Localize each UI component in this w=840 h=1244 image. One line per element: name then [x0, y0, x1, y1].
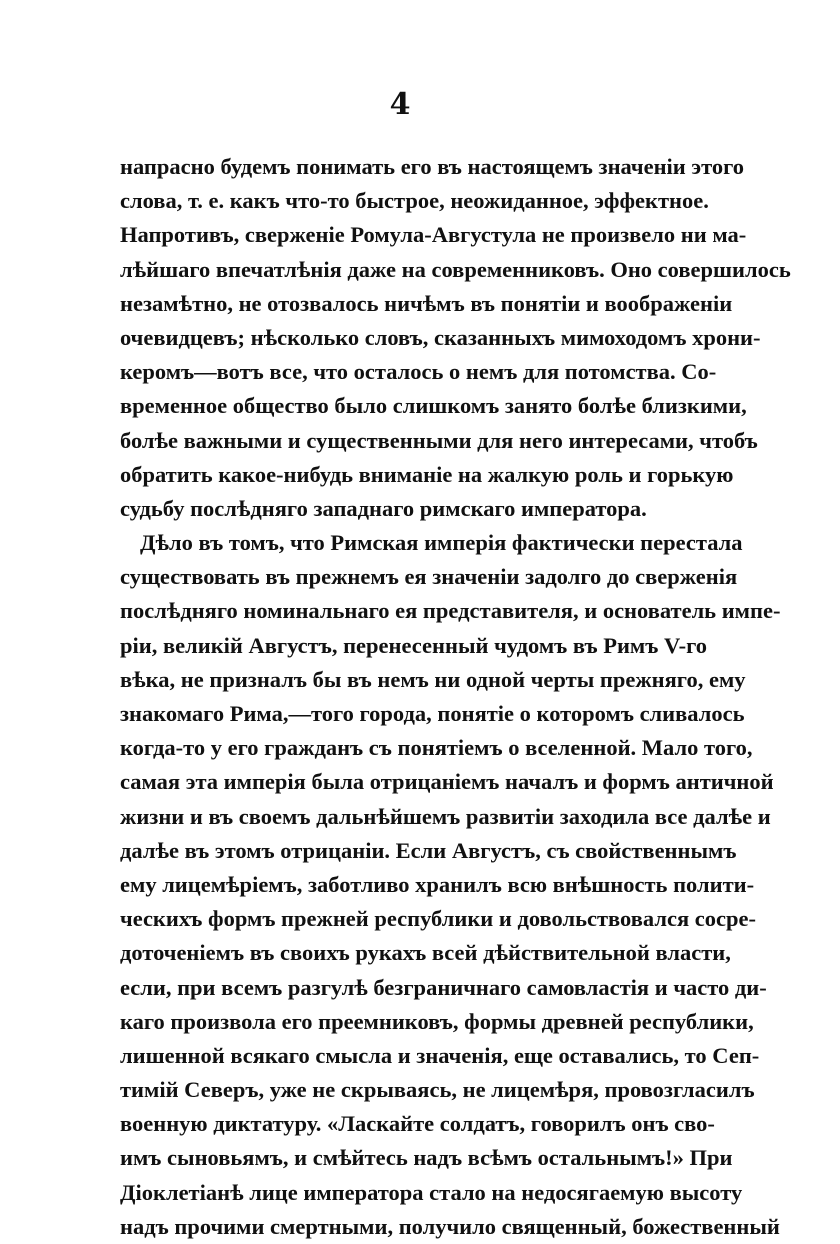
text-line: Напротивъ, сверженiе Ромула-Августула не произвело ни ма-: [120, 222, 747, 248]
text-line: знакомаго Рима,—того города, понятiе о которомъ сливалось: [120, 701, 745, 726]
text-line: надъ прочими смертными, получило священный, божественный: [120, 1213, 780, 1239]
text-line: обратить какое-нибудь вниманiе на жалкую роль и горькую: [120, 461, 734, 487]
text-line: керомъ—вотъ все, что осталось о немъ для потомства. Со-: [120, 359, 717, 385]
text-line: лишенной всякаго смысла и значенiя, еще оставались, то Сеп-: [120, 1042, 760, 1068]
text-line: тимiй Северъ, уже не скрываясь, не лицемѣря, провозгласилъ: [120, 1077, 755, 1103]
text-line: рiи, великiй Августъ, перенесенный чудомъ въ Римъ V-го: [120, 632, 707, 658]
text-line: далѣе въ этомъ отрицанiи. Если Августъ, съ свойственнымъ: [120, 837, 737, 863]
text-line: временное общество было слишкомъ занято болѣе близкими,: [120, 393, 747, 419]
body-text: [120, 150, 791, 1244]
text-line: слова, т. е. какъ что-то быстрое, неожиданное, эффектное.: [120, 188, 709, 214]
text-line: если, при всемъ разгулѣ безграничнаго самовластiя и часто ди-: [120, 974, 767, 1000]
text-line: самая эта имперiя была отрицанiемъ началъ и формъ античной: [120, 769, 774, 795]
text-line: каго произвола его преемниковъ, формы древней республики,: [120, 1008, 754, 1034]
text-line: доточенiемъ въ своихъ рукахъ всей дѣйствительной власти,: [120, 940, 731, 966]
text-line: напрасно будемъ понимать его въ настоящемъ значенiи этого: [120, 154, 745, 179]
text-line: имъ сыновьямъ, и смѣйтесь надъ всѣмъ остальнымъ!» При: [120, 1145, 733, 1171]
text-line: существовать въ прежнемъ ея значенiи задолго до сверженiя: [120, 564, 738, 590]
paragraph-2: [120, 526, 781, 1244]
text-line: Дiоклетiанѣ лице императора стало на недосягаемую высоту: [120, 1179, 743, 1205]
text-line: Дѣло въ томъ, что Римская имперiя фактически перестала: [140, 530, 743, 556]
text-line: ему лицемѣрiемъ, заботливо хранилъ всю внѣшность полити-: [120, 871, 755, 897]
page-number: 4: [389, 87, 411, 122]
text-line: лѣйшаго впечатлѣнiя даже на современниковъ. Оно совершилось: [120, 256, 791, 282]
text-line: незамѣтно, не отозвалось ничѣмъ въ понятiи и воображенiи: [120, 290, 733, 316]
text-line: вѣка, не призналъ бы въ немъ ни одной черты прежняго, ему: [120, 666, 746, 692]
text-line: когда-то у его гражданъ съ понятiемъ о вселенной. Мало того,: [120, 735, 753, 761]
paragraph-1: [120, 150, 791, 526]
text-line: жизни и въ своемъ дальнѣйшемъ развитiи заходила все далѣе и: [120, 803, 771, 829]
text-line: послѣдняго номинальнаго ея представителя, и основатель импе-: [120, 598, 781, 624]
text-line: болѣе важными и существенными для него интересами, чтобъ: [120, 427, 758, 453]
text-line: очевидцевъ; нѣсколько словъ, сказанныхъ мимоходомъ хрони-: [120, 324, 761, 350]
text-line: военную диктатуру. «Ласкайте солдатъ, говорилъ онъ сво-: [120, 1111, 715, 1137]
text-line: ческихъ формъ прежней республики и довольствовался сосре-: [120, 906, 756, 932]
text-line: судьбу послѣдняго западнаго римскаго императора.: [120, 495, 647, 521]
